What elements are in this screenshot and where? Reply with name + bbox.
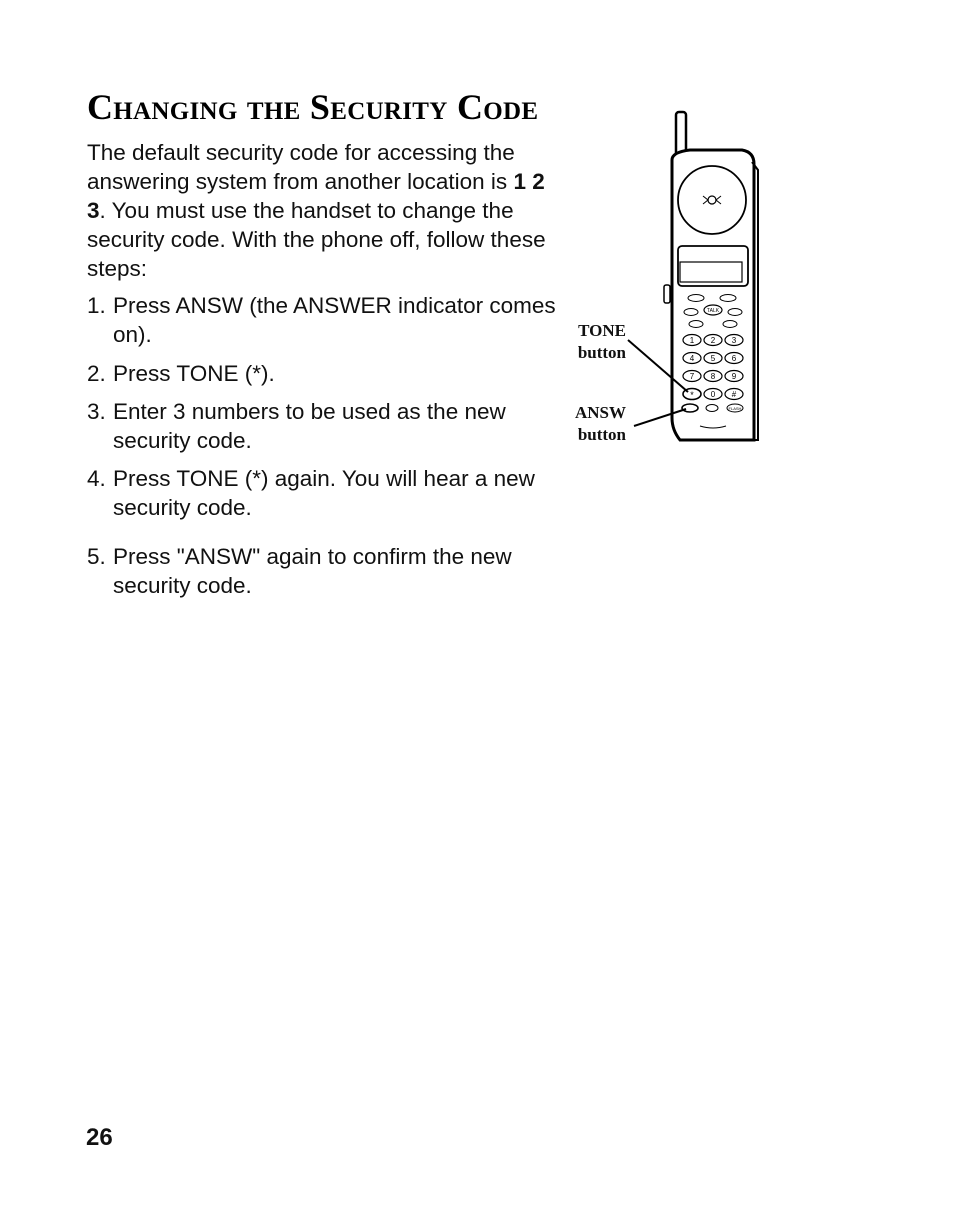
step-1 xyxy=(87,291,557,349)
step-number: 4. xyxy=(87,466,106,491)
intro-paragraph xyxy=(87,138,547,283)
lcd-screen xyxy=(680,262,742,282)
callout-sublabel: button xyxy=(577,343,626,362)
step-text: Enter 3 numbers to be used as the new security code. xyxy=(113,399,506,453)
key-label: 1 xyxy=(689,336,695,345)
key-label: 3 xyxy=(731,336,737,345)
key-label: 9 xyxy=(731,372,737,381)
step-2 xyxy=(87,359,557,388)
page-number: 26 xyxy=(86,1124,113,1151)
step-text: Press TONE (*) again. You will hear a new security code. xyxy=(113,466,535,520)
callout-label: TONE xyxy=(578,321,626,340)
key-label: 2 xyxy=(710,336,716,345)
function-key xyxy=(728,309,742,316)
handset-illustration xyxy=(600,100,770,450)
step-text: Press ANSW (the ANSWER indicator comes on). xyxy=(113,293,556,347)
step-number: 2. xyxy=(87,361,106,386)
key-label: 5 xyxy=(710,354,716,363)
page-title: Changing the Security Code xyxy=(87,87,539,127)
function-key xyxy=(720,295,736,302)
step-5 xyxy=(87,542,557,600)
key-label: 7 xyxy=(689,372,695,381)
talk-label: TALK xyxy=(706,308,720,314)
callout-label: ANSW xyxy=(574,403,626,422)
callout-sublabel: button xyxy=(577,425,626,444)
function-key xyxy=(684,309,698,316)
key-label: * xyxy=(690,390,694,400)
intro-text-after: . You must use the handset to change the security code. With the phone off, follow these steps: xyxy=(87,198,546,281)
earpiece xyxy=(678,166,746,234)
answ-key xyxy=(682,404,698,412)
function-key xyxy=(689,321,703,328)
key-label: 6 xyxy=(731,354,737,363)
flash-label: FLASH xyxy=(728,406,742,411)
key-label: 0 xyxy=(710,390,716,399)
step-3 xyxy=(87,397,557,455)
step-number: 5. xyxy=(87,544,106,569)
function-key xyxy=(723,321,737,328)
function-key xyxy=(706,405,718,412)
side-button xyxy=(664,285,670,303)
step-text: Press TONE (*). xyxy=(113,361,275,386)
key-label: 4 xyxy=(689,354,695,363)
function-key xyxy=(688,295,704,302)
step-text: Press "ANSW" again to confirm the new security code. xyxy=(113,544,512,598)
step-4 xyxy=(87,464,557,522)
step-number: 1. xyxy=(87,293,106,318)
step-number: 3. xyxy=(87,399,106,424)
key-label: # xyxy=(731,390,737,399)
default-security-code: 1 2 3 xyxy=(87,169,545,223)
intro-text-before: The default security code for accessing the answering system from another location is xyxy=(87,140,515,194)
key-label: 8 xyxy=(710,372,716,381)
